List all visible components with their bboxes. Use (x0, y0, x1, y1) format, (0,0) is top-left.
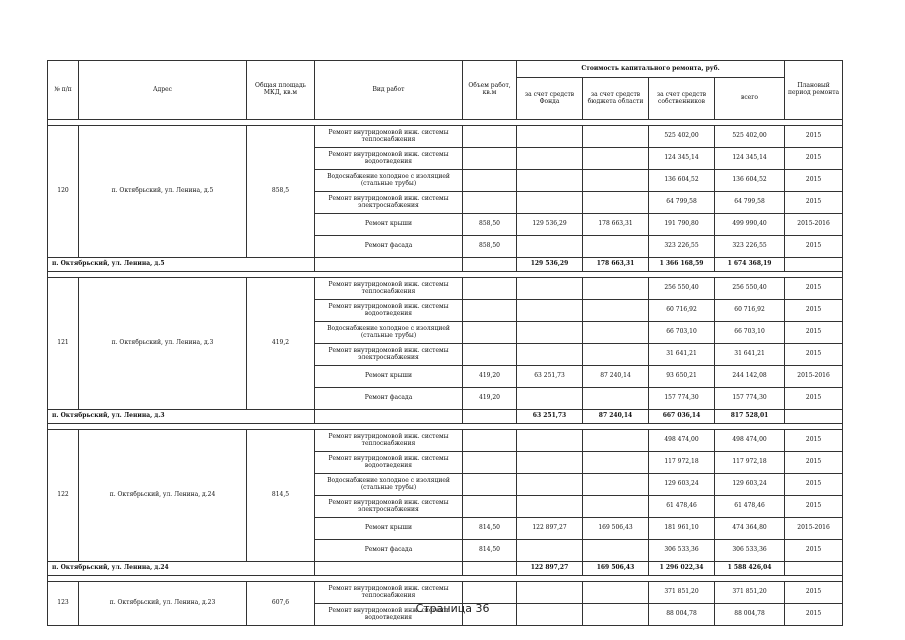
repair-period: 2015 (785, 496, 843, 518)
cost-owners: 31 641,21 (649, 344, 715, 366)
cost-total: 60 716,92 (715, 300, 785, 322)
total-owners: 667 036,14 (649, 410, 715, 424)
cost-owners: 129 603,24 (649, 474, 715, 496)
cost-total: 256 550,40 (715, 278, 785, 300)
total-owners: 1 366 168,59 (649, 258, 715, 272)
cost-fund (517, 388, 583, 410)
work-type: Ремонт внутридомовой инж. системы теплоснабжения (315, 278, 463, 300)
work-volume (463, 322, 517, 344)
work-volume (463, 344, 517, 366)
table-body (48, 120, 843, 626)
cost-owners: 306 533,36 (649, 540, 715, 562)
cost-fund (517, 278, 583, 300)
total-fund: 63 251,73 (517, 410, 583, 424)
cost-region (583, 126, 649, 148)
work-type: Ремонт внутридомовой инж. системы водоотведения (315, 300, 463, 322)
table-row (48, 126, 843, 148)
total-work-empty (315, 562, 463, 576)
repair-period: 2015 (785, 344, 843, 366)
total-owners: 1 296 022,34 (649, 562, 715, 576)
work-volume (463, 582, 517, 604)
row-area: 419,2 (247, 278, 315, 410)
cost-total: 157 774,30 (715, 388, 785, 410)
cost-group-header: Стоимость капитального ремонта, руб. (517, 61, 785, 78)
repair-period: 2015-2016 (785, 214, 843, 236)
total-volume-empty (463, 258, 517, 272)
cost-fund (517, 170, 583, 192)
cost-region (583, 278, 649, 300)
col-volume-header: Объем работ, кв.м (463, 61, 517, 120)
total-region: 169 506,43 (583, 562, 649, 576)
cost-owners: 93 650,21 (649, 366, 715, 388)
work-volume (463, 496, 517, 518)
cost-region (583, 148, 649, 170)
work-volume: 419,20 (463, 366, 517, 388)
cost-fund (517, 430, 583, 452)
total-sum: 1 674 368,19 (715, 258, 785, 272)
col-address-header: Адрес (79, 61, 247, 120)
work-type: Ремонт внутридомовой инж. системы теплоснабжения (315, 430, 463, 452)
row-number: 122 (48, 430, 79, 562)
cost-fund (517, 474, 583, 496)
repair-period: 2015 (785, 192, 843, 214)
cost-owners: 371 851,20 (649, 582, 715, 604)
cost-fund (517, 582, 583, 604)
col-work-header: Вид работ (315, 61, 463, 120)
work-type: Ремонт фасада (315, 388, 463, 410)
cost-fund (517, 126, 583, 148)
cost-owners: 498 474,00 (649, 430, 715, 452)
cost-owners: 64 799,58 (649, 192, 715, 214)
repair-period: 2015 (785, 474, 843, 496)
total-period-empty (785, 410, 843, 424)
repair-period: 2015 (785, 582, 843, 604)
cost-owners: 61 478,46 (649, 496, 715, 518)
cost-region (583, 474, 649, 496)
cost-region (583, 322, 649, 344)
work-type: Водоснабжение холодное с изоляцией (стальные трубы) (315, 170, 463, 192)
total-fund: 122 897,27 (517, 562, 583, 576)
page-number: Страница 36 (415, 602, 490, 615)
total-work-empty (315, 258, 463, 272)
total-row (48, 562, 843, 576)
work-type: Ремонт крыши (315, 366, 463, 388)
repair-period: 2015-2016 (785, 366, 843, 388)
cost-region: 178 663,31 (583, 214, 649, 236)
cost-fund (517, 496, 583, 518)
table-row (48, 278, 843, 300)
cost-fund (517, 300, 583, 322)
work-volume: 858,50 (463, 236, 517, 258)
total-address: п. Октябрьский, ул. Ленина, д.3 (48, 410, 315, 424)
row-number: 120 (48, 126, 79, 258)
cost-owners: 66 703,10 (649, 322, 715, 344)
work-volume (463, 278, 517, 300)
cost-region (583, 430, 649, 452)
cost-total: 371 851,20 (715, 582, 785, 604)
cost-region (583, 192, 649, 214)
cost-region: 169 506,43 (583, 518, 649, 540)
cost-owners: 256 550,40 (649, 278, 715, 300)
row-number: 123 (48, 582, 79, 626)
repair-period: 2015 (785, 148, 843, 170)
cost-total: 64 799,58 (715, 192, 785, 214)
work-type: Ремонт внутридомовой инж. системы водоотведения (315, 604, 463, 626)
cost-owners: 181 961,10 (649, 518, 715, 540)
work-type: Ремонт фасада (315, 540, 463, 562)
repair-period: 2015 (785, 452, 843, 474)
cost-total: 129 603,24 (715, 474, 785, 496)
total-volume-empty (463, 562, 517, 576)
cost-total: 244 142,08 (715, 366, 785, 388)
work-type: Ремонт крыши (315, 214, 463, 236)
cost-region: 87 240,14 (583, 366, 649, 388)
cost-owners: 136 604,52 (649, 170, 715, 192)
cost-fund (517, 452, 583, 474)
work-type: Ремонт внутридомовой инж. системы электроснабжения (315, 192, 463, 214)
total-volume-empty (463, 410, 517, 424)
cost-fund: 129 536,29 (517, 214, 583, 236)
cost-region (583, 496, 649, 518)
repair-period: 2015 (785, 278, 843, 300)
cost-region (583, 170, 649, 192)
row-area: 814,5 (247, 430, 315, 562)
table-row (48, 430, 843, 452)
cost-fund (517, 344, 583, 366)
cost-fund: 63 251,73 (517, 366, 583, 388)
repair-period: 2015 (785, 388, 843, 410)
repair-period: 2015 (785, 430, 843, 452)
cost-owners: 117 972,18 (649, 452, 715, 474)
work-volume: 814,50 (463, 518, 517, 540)
cost-region (583, 300, 649, 322)
col-period-header: Плановый период ремонта (785, 61, 843, 120)
work-volume (463, 474, 517, 496)
col-total-header: всего (715, 78, 785, 120)
cost-owners: 88 004,78 (649, 604, 715, 626)
table-row (48, 582, 843, 604)
cost-total: 124 345,14 (715, 148, 785, 170)
cost-total: 31 641,21 (715, 344, 785, 366)
cost-total: 474 364,80 (715, 518, 785, 540)
row-address: п. Октябрьский, ул. Ленина, д.5 (79, 126, 247, 258)
total-region: 178 663,31 (583, 258, 649, 272)
work-type: Ремонт внутридомовой инж. системы водоотведения (315, 452, 463, 474)
cost-owners: 525 402,00 (649, 126, 715, 148)
repair-period: 2015 (785, 322, 843, 344)
col-fund-header: за счет средств Фонда (517, 78, 583, 120)
cost-owners: 157 774,30 (649, 388, 715, 410)
work-volume: 419,20 (463, 388, 517, 410)
total-period-empty (785, 562, 843, 576)
cost-region (583, 388, 649, 410)
work-type: Ремонт внутридомовой инж. системы водоотведения (315, 148, 463, 170)
work-volume (463, 126, 517, 148)
work-type: Водоснабжение холодное с изоляцией (стальные трубы) (315, 474, 463, 496)
cost-total: 88 004,78 (715, 604, 785, 626)
work-type: Ремонт внутридомовой инж. системы теплоснабжения (315, 582, 463, 604)
repair-period: 2015 (785, 604, 843, 626)
cost-owners: 191 790,80 (649, 214, 715, 236)
work-volume: 814,50 (463, 540, 517, 562)
repair-period: 2015-2016 (785, 518, 843, 540)
row-area: 858,5 (247, 126, 315, 258)
cost-total: 117 972,18 (715, 452, 785, 474)
work-type: Водоснабжение холодное с изоляцией (стальные трубы) (315, 322, 463, 344)
cost-total: 499 990,40 (715, 214, 785, 236)
total-period-empty (785, 258, 843, 272)
col-region-header: за счет средств бюджета области (583, 78, 649, 120)
row-number: 121 (48, 278, 79, 410)
row-area: 607,6 (247, 582, 315, 626)
cost-region (583, 452, 649, 474)
repair-period: 2015 (785, 300, 843, 322)
cost-fund (517, 192, 583, 214)
cost-fund: 122 897,27 (517, 518, 583, 540)
total-address: п. Октябрьский, ул. Ленина, д.5 (48, 258, 315, 272)
cost-total: 136 604,52 (715, 170, 785, 192)
cost-total: 323 226,55 (715, 236, 785, 258)
work-volume (463, 148, 517, 170)
col-num-header: № п/п (48, 61, 79, 120)
cost-total: 61 478,46 (715, 496, 785, 518)
cost-total: 525 402,00 (715, 126, 785, 148)
cost-owners: 60 716,92 (649, 300, 715, 322)
cost-total: 498 474,00 (715, 430, 785, 452)
work-volume (463, 300, 517, 322)
cost-fund (517, 148, 583, 170)
work-volume (463, 192, 517, 214)
total-sum: 817 528,01 (715, 410, 785, 424)
cost-region (583, 344, 649, 366)
work-volume (463, 452, 517, 474)
work-type: Ремонт крыши (315, 518, 463, 540)
cost-owners: 323 226,55 (649, 236, 715, 258)
total-work-empty (315, 410, 463, 424)
total-fund: 129 536,29 (517, 258, 583, 272)
total-address: п. Октябрьский, ул. Ленина, д.24 (48, 562, 315, 576)
col-owners-header: за счет средств собственников (649, 78, 715, 120)
work-type: Ремонт фасада (315, 236, 463, 258)
work-type: Ремонт внутридомовой инж. системы электроснабжения (315, 344, 463, 366)
repair-period: 2015 (785, 540, 843, 562)
cost-fund (517, 236, 583, 258)
work-volume: 858,50 (463, 214, 517, 236)
repair-period: 2015 (785, 126, 843, 148)
cost-total: 306 533,36 (715, 540, 785, 562)
cost-region (583, 540, 649, 562)
repair-period: 2015 (785, 236, 843, 258)
work-volume (463, 170, 517, 192)
cost-total: 66 703,10 (715, 322, 785, 344)
work-type: Ремонт внутридомовой инж. системы электроснабжения (315, 496, 463, 518)
repair-table (47, 60, 843, 626)
repair-period: 2015 (785, 170, 843, 192)
total-row (48, 410, 843, 424)
cost-owners: 124 345,14 (649, 148, 715, 170)
col-area-header: Общая площадь МКД, кв.м (247, 61, 315, 120)
work-type: Ремонт внутридомовой инж. системы теплоснабжения (315, 126, 463, 148)
cost-region (583, 236, 649, 258)
row-address: п. Октябрьский, ул. Ленина, д.3 (79, 278, 247, 410)
total-region: 87 240,14 (583, 410, 649, 424)
cost-fund (517, 540, 583, 562)
cost-region (583, 582, 649, 604)
total-sum: 1 588 426,04 (715, 562, 785, 576)
cost-fund (517, 322, 583, 344)
work-volume (463, 430, 517, 452)
row-address: п. Октябрьский, ул. Ленина, д.24 (79, 430, 247, 562)
total-row (48, 258, 843, 272)
row-address: п. Октябрьский, ул. Ленина, д.23 (79, 582, 247, 626)
